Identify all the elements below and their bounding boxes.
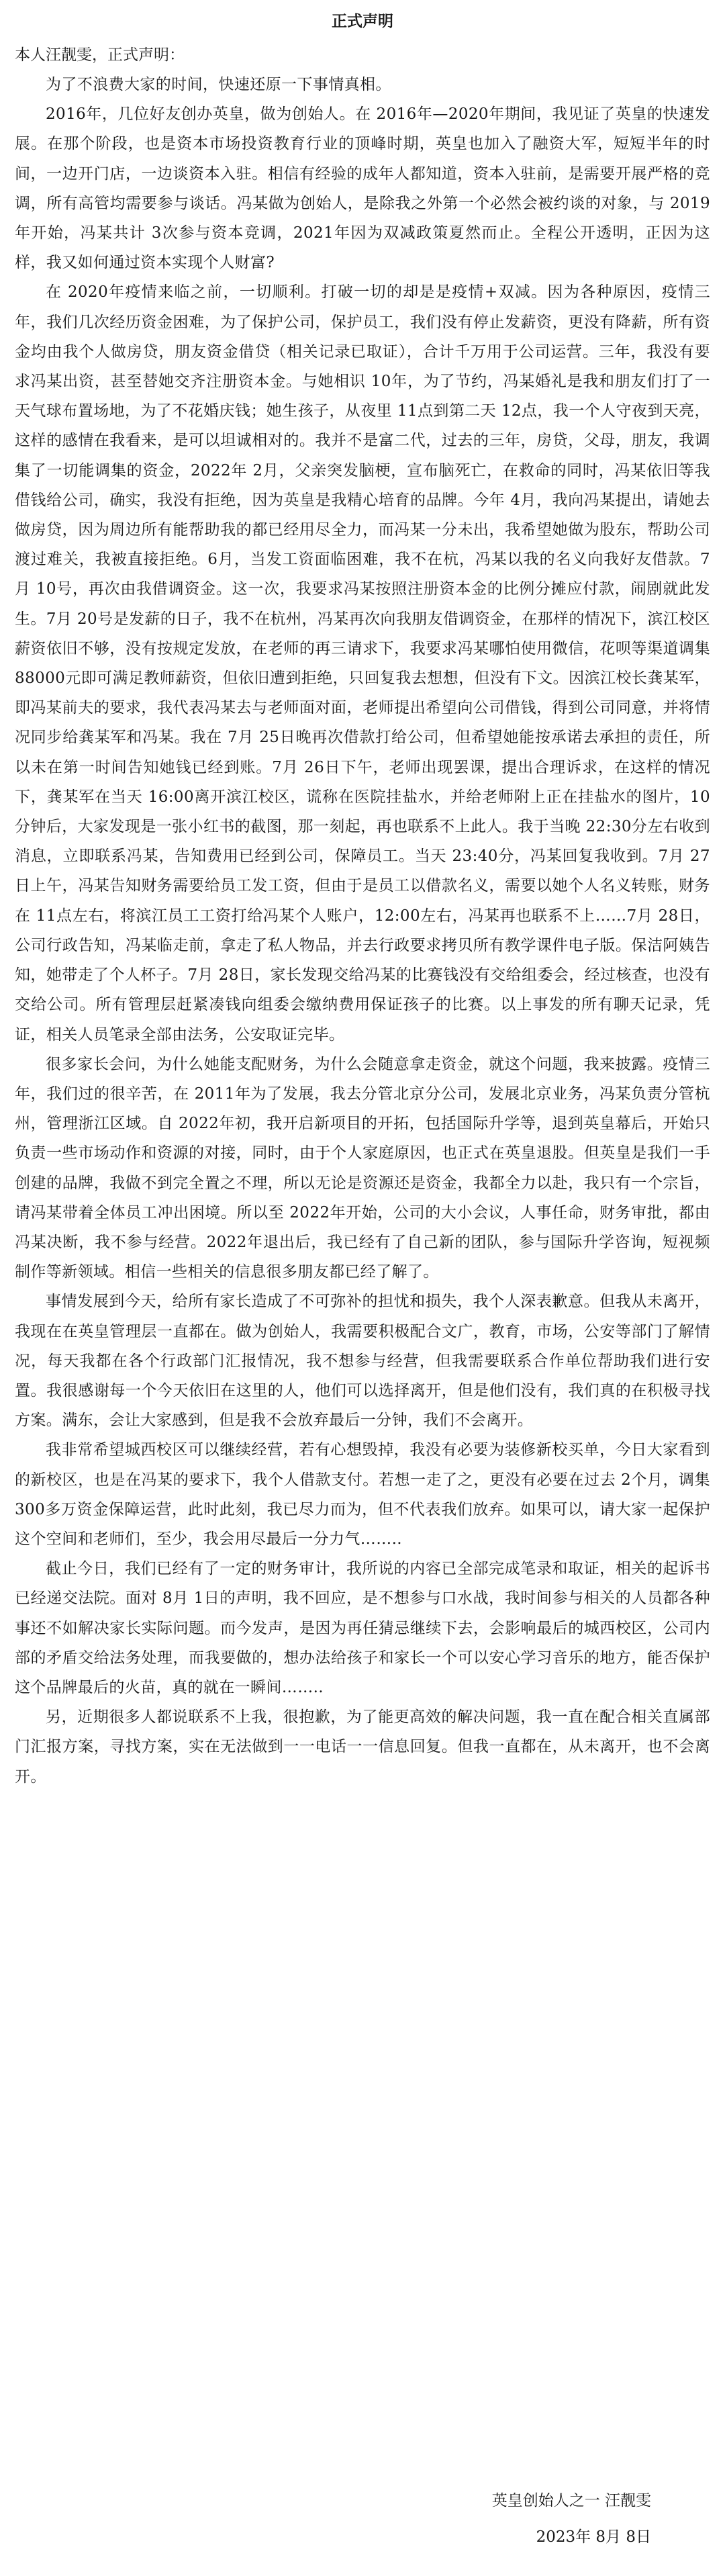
- signature: 英皇创始人之一 汪靓雯: [491, 2492, 651, 2510]
- signature-date: 2023年 8月 8日: [536, 2528, 651, 2546]
- paragraph-6: 我非常希望城西校区可以继续经营，若有心想毁掉，我没有必要为装修新校买单，今日大家看到的新校区，也是在冯某的要求下，我个人借款支付。若想一走了之，更没有必要在过去 2个月，调集 300多万资金保障运营，此时此刻，我已尽力而为，但不代表我们放弃。如果可以，请大家一起保护这个空间和老师们，至少，我会用尽最后一分力气……..: [15, 1441, 710, 1548]
- paragraph-4: 很多家长会问，为什么她能支配财务，为什么会随意拿走资金，就这个问题，我来披露。疫情三年，我们过的很辛苦，在 2011年为了发展，我去分管北京分公司，发展北京业务，冯某负责分管杭州，管理浙江区域。自 2022年初，我开启新项目的开拓，包括国际升学等，退到英皇幕后，开始只负责一些市场动作和资源的对接，同时，由于个人家庭原因，也正式在英皇退股。但英皇是我们一手创建的品牌，我做不到完全置之不理，所以无论是资源还是资金，我都全力以赴，我只有一个宗旨，请冯某带着全体员工冲出困境。所以至 2022年开始，公司的大小会议，人事任命，财务审批，都由冯某决断，我不参与经营。2022年退出后，我已经有了自己新的团队，参与国际升学咨询，短视频制作等新领域。相信一些相关的信息很多朋友都已经了解了。: [15, 1055, 710, 1281]
- salutation: 本人汪靓雯，正式声明：: [15, 46, 185, 64]
- paragraph-8: 另，近期很多人都说联系不上我，很抱歉，为了能更高效的解决问题，我一直在配合相关直属部门汇报方案，寻找方案，实在无法做到一一电话一一信息回复。但我一直都在，从未离开，也不会离开。: [15, 1708, 710, 1786]
- closing-block: [492, 2486, 651, 2552]
- paragraph-1: 为了不浪费大家的时间，快速还原一下事情真相。: [46, 76, 391, 93]
- paragraph-5: 事情发展到今天，给所有家长造成了不可弥补的担忧和损失，我个人深表歉意。但我从未离开，我现在在英皇管理层一直都在。做为创始人，我需要积极配合文广，教育，市场，公安等部门了解情况，每天我都在各个行政部门汇报情况，我不想参与经营，但我需要联系合作单位帮助我们进行安置。我很感谢每一个今天依旧在这里的人，他们可以选择离开，但是他们没有，我们真的在积极寻找方案。满东，会让大家感到，但是我不会放弃最后一分钟，我们不会离开。: [15, 1293, 710, 1430]
- paragraph-3: 在 2020年疫情来临之前，一切顺利。打破一切的却是是疫情+双减。因为各种原因，疫情三年，我们几次经历资金困难，为了保护公司，保护员工，我们没有停止发薪资，更没有降薪，所有资金均由我个人做房贷，朋友资金借贷（相关记录已取证），合计千万用于公司运营。三年，我没有要求冯某出资，甚至替她交齐注册资本金。与她相识 10年，为了节约，冯某婚礼是我和朋友们打了一天气球布置场地，为了不花婚庆钱；她生孩子，从夜里 11点到第二天 12点，我一个人守夜到天亮，这样的感情在我看来，是可以坦诚相对的。我并不是富二代，过去的三年，房贷，父母，朋友，我调集了一切能调集的资金，2022年 2月，父亲突发脑梗，宣布脑死亡，在救命的同时，冯某依旧等我借钱给公司，确实，我没有拒绝，因为英皇是我精心培育的品牌。今年 4月，我向冯某提出，请她去做房贷，因为周边所有能帮助我的都已经用尽全力，而冯某一分未出，我希望她做为股东，帮助公司渡过难关，我被直接拒绝。6月，当发工资面临困难，我不在杭，冯某以我的名义向我好友借款。7月 10号，再次由我借调资金。这一次，我要求冯某按照注册资本金的比例分摊应付款，闹剧就此发生。7月 20号是发薪的日子，我不在杭州，冯某再次向我朋友借调资金，在那样的情况下，滨江校区薪资依旧不够，没有按规定发放，在老师的再三请求下，我要求冯某哪怕使用微信，花呗等渠道调集 88000元即可满足教师薪资，但依旧遭到拒绝，只回复我去想想，但没有下文。因滨江校长龚某军，即冯某前夫的要求，我代表冯某去与老师面对面，老师提出希望向公司借钱，得到公司同意，并将情况同步给龚某军和冯某。我在 7月 25日晚再次借款打给公司，但希望她能按承诺去承担的责任，所以未在第一时间告知她钱已经到账。7月 26日下午，老师出现罢课，提出合理诉求，在这样的情况下，龚某军在当天 16:00离开滨江校区，谎称在医院挂盐水，并给老师附上正在挂盐水的图片，10分钟后，大家发现是一张小红书的截图，那一刻起，再也联系不上此人。我于当晚 22:30分左右收到消息，立即联系冯某，告知费用已经到公司，保障员工。当天 23:40分，冯某回复我收到。7月 27日上午，冯某告知财务需要给员工发工资，但由于是员工以借款名义，需要以她个人名义转账，财务在 11点左右，将滨江员工工资打给冯某个人账户，12:00左右，冯某再也联系不上……7月 28日，公司行政告知，冯某临走前，拿走了私人物品，并去行政要求拷贝所有教学课件电子版。保洁阿姨告知，她带走了个人杯子。7月 28日，家长发现交给冯某的比赛钱没有交给组委会，经过核查，也没有交给公司。所有管理层赶紧凑钱向组委会缴纳费用保证孩子的比赛。以上事发的所有聊天记录，凭证，相关人员笔录全部由法务，公安取证完毕。: [15, 283, 710, 1044]
- document-title: 正式声明: [332, 12, 393, 30]
- paragraph-7: 截止今日，我们已经有了一定的财务审计，我所说的内容已全部完成笔录和取证，相关的起诉书已经递交法院。面对 8月 1日的声明，我不回应，是不想参与口水战，我时间参与相关的人员都各种事还不如解决家长实际问题。而今发声，是因为再任猜忌继续下去，会影响最后的城西校区，公司内部的矛盾交给法务处理，而我要做的，想办法给孩子和家长一个可以安心学习音乐的地方，能否保护这个品牌最后的火苗，真的就在一瞬间……..: [15, 1560, 710, 1696]
- paragraph-2: 2016年，几位好友创办英皇，做为创始人。在 2016年—2020年期间，我见证了英皇的快速发展。在那个阶段，也是资本市场投资教育行业的顶峰时期，英皇也加入了融资大军，短短半年的时间，一边开门店，一边谈资本入驻。相信有经验的成年人都知道，资本入驻前，是需要开展严格的竞调，所有高管均需要参与谈话。冯某做为创始人，是除我之外第一个必然会被约谈的对象，与 2019年开始，冯某共计 3次参与资本竞调，2021年因为双减政策夏然而止。全程公开透明，正因为这样，我又如何通过资本实现个人财富?: [15, 105, 710, 272]
